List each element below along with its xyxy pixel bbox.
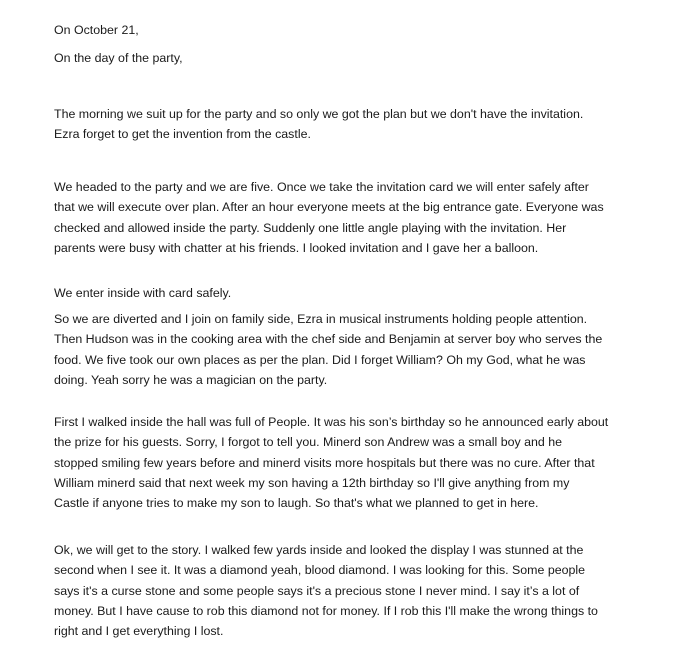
paragraph-line: William minerd said that next week my son having a 12th birthday so I'll give anything from my	[54, 475, 570, 490]
paragraph-line: Ezra forget to get the invention from the castle.	[54, 127, 311, 142]
paragraph-line: checked and allowed inside the party. Suddenly one little angle playing with the invitation. Her	[54, 220, 567, 235]
paragraph-line: says it's a curse stone and some people says it's a precious stone I never mind. I say it’s a lot of	[54, 583, 580, 598]
paragraph-line: second when I see it. It was a diamond yeah, blood diamond. I was looking for this. Some people	[54, 563, 586, 578]
paragraph-line: We headed to the party and we are five. Once we take the invitation card we will enter safely after	[54, 180, 589, 194]
paragraph-line: So we are diverted and I join on family side, Ezra in musical instruments holding people attention.	[54, 312, 588, 326]
paragraph-line: right and I get everything I lost.	[54, 624, 224, 639]
paragraph-diamond	[54, 540, 666, 641]
paragraph-line: parents were busy with chatter at his friends. I looked invitation and I gave her a balloon.	[54, 240, 539, 255]
paragraph-line: stopped smiling few years before and minerd visits more hospitals but there was no cure. After that	[54, 455, 595, 470]
paragraph-line: Castle if anyone tries to make my son to laugh. So that's what we planned to get in here.	[54, 496, 539, 511]
paragraph-line: food. We five took our own places as per the plan. Did I forget William? Oh my God, what he was	[54, 352, 586, 367]
date-line: On October 21,	[54, 23, 139, 37]
paragraph-line: We enter inside with card safely.	[54, 286, 232, 300]
intro-line: On the day of the party,	[54, 51, 183, 65]
paragraph-morning	[54, 104, 666, 145]
paragraph-headed-to-party	[54, 177, 666, 258]
paragraph-diverted	[54, 309, 666, 390]
paragraph-line: that we will execute over plan. After an hour everyone meets at the big entrance gate. Everyone was	[54, 200, 604, 215]
paragraph-line: The morning we suit up for the party and so only we got the plan but we don't have the invitation.	[54, 107, 584, 121]
paragraph-enter-inside	[54, 283, 666, 303]
paragraph-line: Then Hudson was in the cooking area with the chef side and Benjamin at server boy who serves the	[54, 332, 603, 347]
paragraph-line: money. But I have cause to rob this diamond not for money. If I rob this I'll make the wrong things to	[54, 603, 598, 618]
paragraph-line: the prize for his guests. Sorry, I forgot to tell you. Minerd son Andrew was a small boy and he	[54, 435, 563, 450]
paragraph-line: doing. Yeah sorry he was a magician on the party.	[54, 372, 328, 387]
paragraph-line: First I walked inside the hall was full of People. It was his son’s birthday so he announced early about	[54, 415, 609, 429]
paragraph-hall	[54, 412, 666, 513]
paragraph-line: Ok, we will get to the story. I walked few yards inside and looked the display I was stunned at the	[54, 543, 584, 557]
